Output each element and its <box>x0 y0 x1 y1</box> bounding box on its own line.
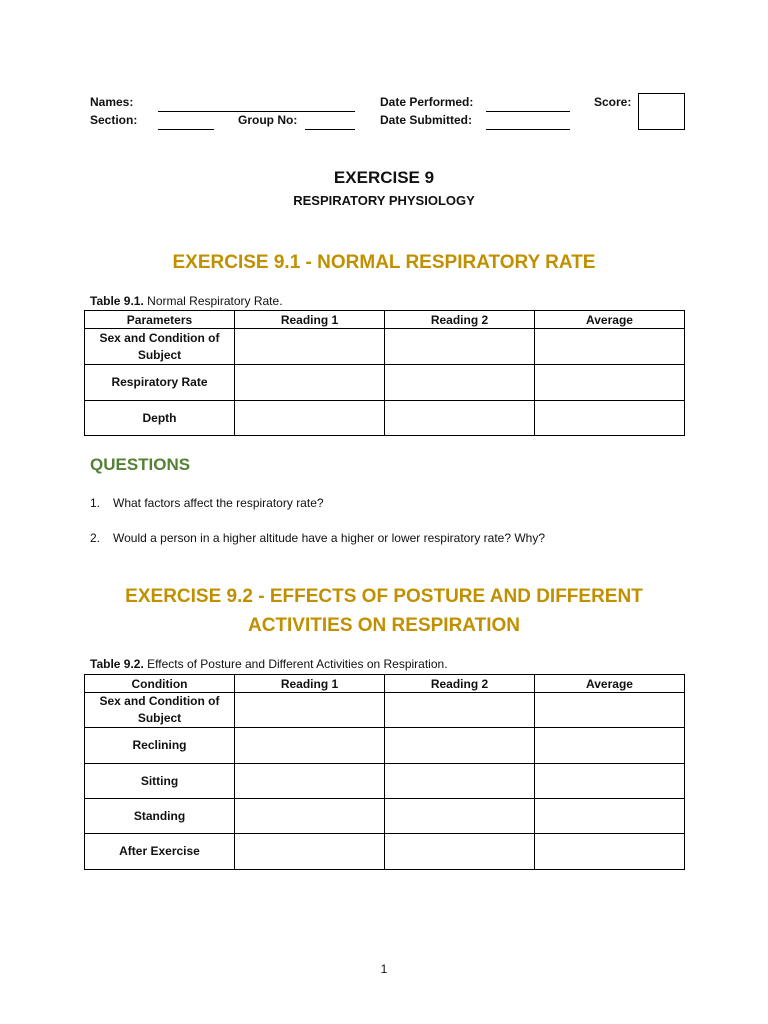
date-submitted-label: Date Submitted: <box>380 113 473 127</box>
section-9-2-heading <box>60 582 708 640</box>
section-9-1-heading: EXERCISE 9.1 - NORMAL RESPIRATORY RATE <box>172 252 596 273</box>
section-9-2-heading-line2: ACTIVITIES ON RESPIRATION <box>247 615 520 636</box>
table-cell-input[interactable] <box>385 764 535 799</box>
question-item <box>90 531 545 545</box>
date-performed-field[interactable] <box>486 111 570 112</box>
exercise-subtitle: RESPIRATORY PHYSIOLOGY <box>293 193 475 208</box>
exercise-title: EXERCISE 9 <box>333 168 435 187</box>
question-text: Would a person in a higher altitude have a higher or lower respiratory rate? Why? <box>113 531 546 545</box>
table-cell-input[interactable] <box>235 764 385 799</box>
names-field[interactable] <box>158 111 355 112</box>
table-row <box>85 728 685 764</box>
table-9-2-caption-number: Table 9.2. <box>90 657 144 671</box>
column-header: Reading 1 <box>235 675 385 693</box>
column-header: Reading 1 <box>235 311 385 329</box>
table-row <box>85 365 685 401</box>
table-9-1 <box>84 310 685 436</box>
section-field[interactable] <box>158 129 214 130</box>
question-text: What factors affect the respiratory rate? <box>113 496 324 510</box>
table-cell-input[interactable] <box>235 693 385 728</box>
group-label: Group No: <box>238 113 298 127</box>
table-cell-input[interactable] <box>235 728 385 764</box>
questions-heading: QUESTIONS <box>90 455 191 474</box>
table-cell-input[interactable] <box>535 401 685 436</box>
table-cell-input[interactable] <box>235 365 385 401</box>
column-header: Reading 2 <box>385 311 535 329</box>
table-cell-input[interactable] <box>385 799 535 834</box>
names-label: Names: <box>90 95 134 109</box>
table-row <box>85 401 685 436</box>
table-row <box>85 764 685 799</box>
question-number: 1. <box>90 496 101 510</box>
table-cell-input[interactable] <box>235 329 385 365</box>
row-label: Depth <box>85 401 235 436</box>
table-row <box>85 693 685 728</box>
column-header: Reading 2 <box>385 675 535 693</box>
table-cell-input[interactable] <box>535 834 685 870</box>
table-cell-input[interactable] <box>535 329 685 365</box>
table-cell-input[interactable] <box>535 728 685 764</box>
table-cell-input[interactable] <box>385 401 535 436</box>
row-label: Sex and Condition of Subject <box>85 693 235 728</box>
table-cell-input[interactable] <box>385 365 535 401</box>
date-submitted-field[interactable] <box>486 129 570 130</box>
question-number: 2. <box>90 531 101 545</box>
table-cell-input[interactable] <box>385 329 535 365</box>
row-label: Reclining <box>85 728 235 764</box>
table-row <box>85 834 685 870</box>
table-cell-input[interactable] <box>235 401 385 436</box>
row-label: Respiratory Rate <box>85 365 235 401</box>
table-9-1-caption-number: Table 9.1. <box>90 294 144 308</box>
table-cell-input[interactable] <box>385 693 535 728</box>
table-cell-input[interactable] <box>535 799 685 834</box>
page-number: 1 <box>380 962 388 976</box>
table-cell-input[interactable] <box>385 728 535 764</box>
table-9-2-caption <box>90 657 448 671</box>
table-9-1-caption-text: Normal Respiratory Rate. <box>143 294 283 308</box>
row-label: Standing <box>85 799 235 834</box>
table-cell-input[interactable] <box>235 799 385 834</box>
row-label: Sitting <box>85 764 235 799</box>
column-header: Parameters <box>85 311 235 329</box>
table-9-2 <box>84 674 685 870</box>
column-header: Average <box>535 311 685 329</box>
section-label: Section: <box>90 113 138 127</box>
date-performed-label: Date Performed: <box>380 95 474 109</box>
table-cell-input[interactable] <box>535 693 685 728</box>
score-label: Score: <box>594 95 632 109</box>
group-field[interactable] <box>305 129 355 130</box>
table-cell-input[interactable] <box>535 764 685 799</box>
row-label: After Exercise <box>85 834 235 870</box>
table-9-2-caption-text: Effects of Posture and Different Activities on Respiration. <box>143 657 448 671</box>
table-cell-input[interactable] <box>235 834 385 870</box>
question-item <box>90 496 324 510</box>
table-cell-input[interactable] <box>535 365 685 401</box>
column-header: Condition <box>85 675 235 693</box>
table-header-row <box>85 311 685 329</box>
table-row <box>85 799 685 834</box>
table-cell-input[interactable] <box>385 834 535 870</box>
row-label: Sex and Condition of Subject <box>85 329 235 365</box>
score-box[interactable] <box>638 93 685 130</box>
section-9-2-heading-line1: EXERCISE 9.2 - EFFECTS OF POSTURE AND DIFFERENT <box>125 586 643 607</box>
column-header: Average <box>535 675 685 693</box>
table-9-1-caption <box>90 294 283 308</box>
table-header-row <box>85 675 685 693</box>
table-row <box>85 329 685 365</box>
